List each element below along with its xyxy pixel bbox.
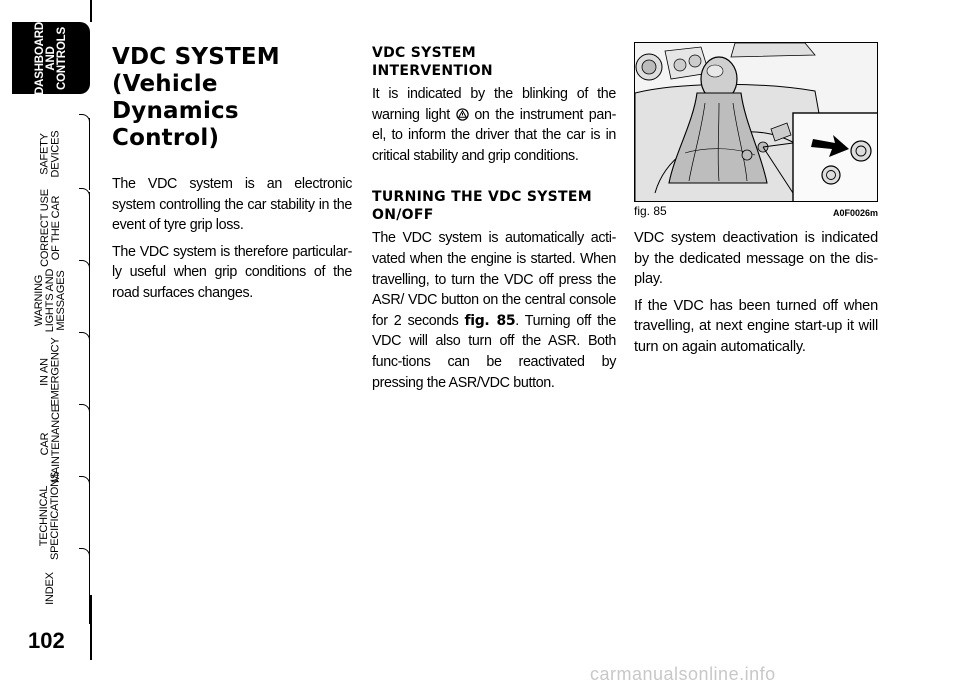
- title-line: (Vehicle Dynamics: [112, 71, 239, 124]
- heading-line: TURNING THE VDC SYSTEM: [372, 189, 592, 206]
- tab-label: CORRECT USE OF THE CAR: [38, 189, 62, 267]
- figure-caption: fig. 85: [634, 204, 667, 218]
- text-run: . Turning off the VDC will also turn off the ASR. Both func-tions can be reactivated by pressing the ASR/VDC button.: [372, 312, 617, 391]
- tab-dashboard-and-controls[interactable]: [12, 22, 90, 94]
- tab-label: SAFETY DEVICES: [38, 130, 62, 178]
- deactivation-paragraph: VDC system deactivation is indicated by the dedicated message on the dis-play.: [634, 230, 878, 288]
- figure-85-illustration: [634, 42, 878, 202]
- column-1: [112, 44, 352, 304]
- tab-label: DASHBOARD AND CONTROLS: [33, 21, 68, 95]
- intro-paragraph: The VDC system is an electronic system controlling the car stability in the event of tyre grip loss.: [112, 176, 352, 234]
- column-2: [372, 44, 616, 393]
- intervention-paragraph: [372, 84, 616, 166]
- intervention-heading: [372, 44, 616, 80]
- tab-label: INDEX: [44, 571, 56, 605]
- text-run: It is indicated by the blinking of the warning light: [372, 86, 616, 123]
- tab-technical-specifications[interactable]: [12, 471, 90, 561]
- tab-correct-use[interactable]: [12, 189, 90, 267]
- sidebar-rule-top: [90, 0, 92, 22]
- vdc-warning-icon: [456, 108, 469, 121]
- tab-label: IN AN EMERGENCY: [38, 337, 62, 407]
- figure-code: A0F0026m: [832, 208, 878, 218]
- chapter-sidebar: [0, 0, 100, 692]
- tab-safety-devices[interactable]: [12, 118, 90, 190]
- watermark: carmanualsonline.info: [590, 664, 776, 684]
- restart-paragraph: If the VDC has been turned off when travelling, at next engine start-up it will turn on again automatically.: [634, 297, 878, 355]
- tab-in-an-emergency[interactable]: [12, 336, 90, 408]
- text-run: The VDC system is automatically acti-vated when the engine is started. When travelling, to turn the VDC off press the ASR/ VDC button on the central console for 2 seconds: [372, 230, 616, 329]
- grip-paragraph: The VDC system is therefore particular-ly useful when grip conditions of the road surfaces changes.: [112, 243, 352, 301]
- tab-label: WARNING LIGHTS AND MESSAGES: [33, 268, 67, 332]
- tab-index[interactable]: [12, 552, 90, 624]
- section-title: [112, 44, 352, 152]
- column-3: [634, 42, 878, 358]
- title-line: VDC SYSTEM: [112, 44, 280, 70]
- heading-line: ON/OFF: [372, 207, 434, 224]
- on-off-heading: [372, 188, 616, 224]
- heading-line: VDC SYSTEM: [372, 45, 476, 61]
- sidebar-rule-bottom: [90, 595, 92, 660]
- figure-caption-row: [634, 204, 878, 218]
- console-illustration: [635, 43, 878, 202]
- tab-label: CAR MAINTENANCE: [38, 405, 62, 483]
- heading-line: INTERVENTION: [372, 63, 493, 79]
- on-off-paragraph: [372, 228, 616, 393]
- title-line: Control): [112, 125, 220, 151]
- text-run: on the instrument pan-el, to inform the driver that the car is in critical stability and grip conditions.: [372, 106, 617, 164]
- tab-car-maintenance[interactable]: [12, 405, 90, 483]
- tab-warning-lights[interactable]: [12, 264, 90, 336]
- tab-label: TECHNICAL SPECIFICATIONS: [38, 471, 62, 561]
- figure-reference[interactable]: fig. 85: [464, 312, 516, 329]
- page-number: 102: [28, 628, 65, 653]
